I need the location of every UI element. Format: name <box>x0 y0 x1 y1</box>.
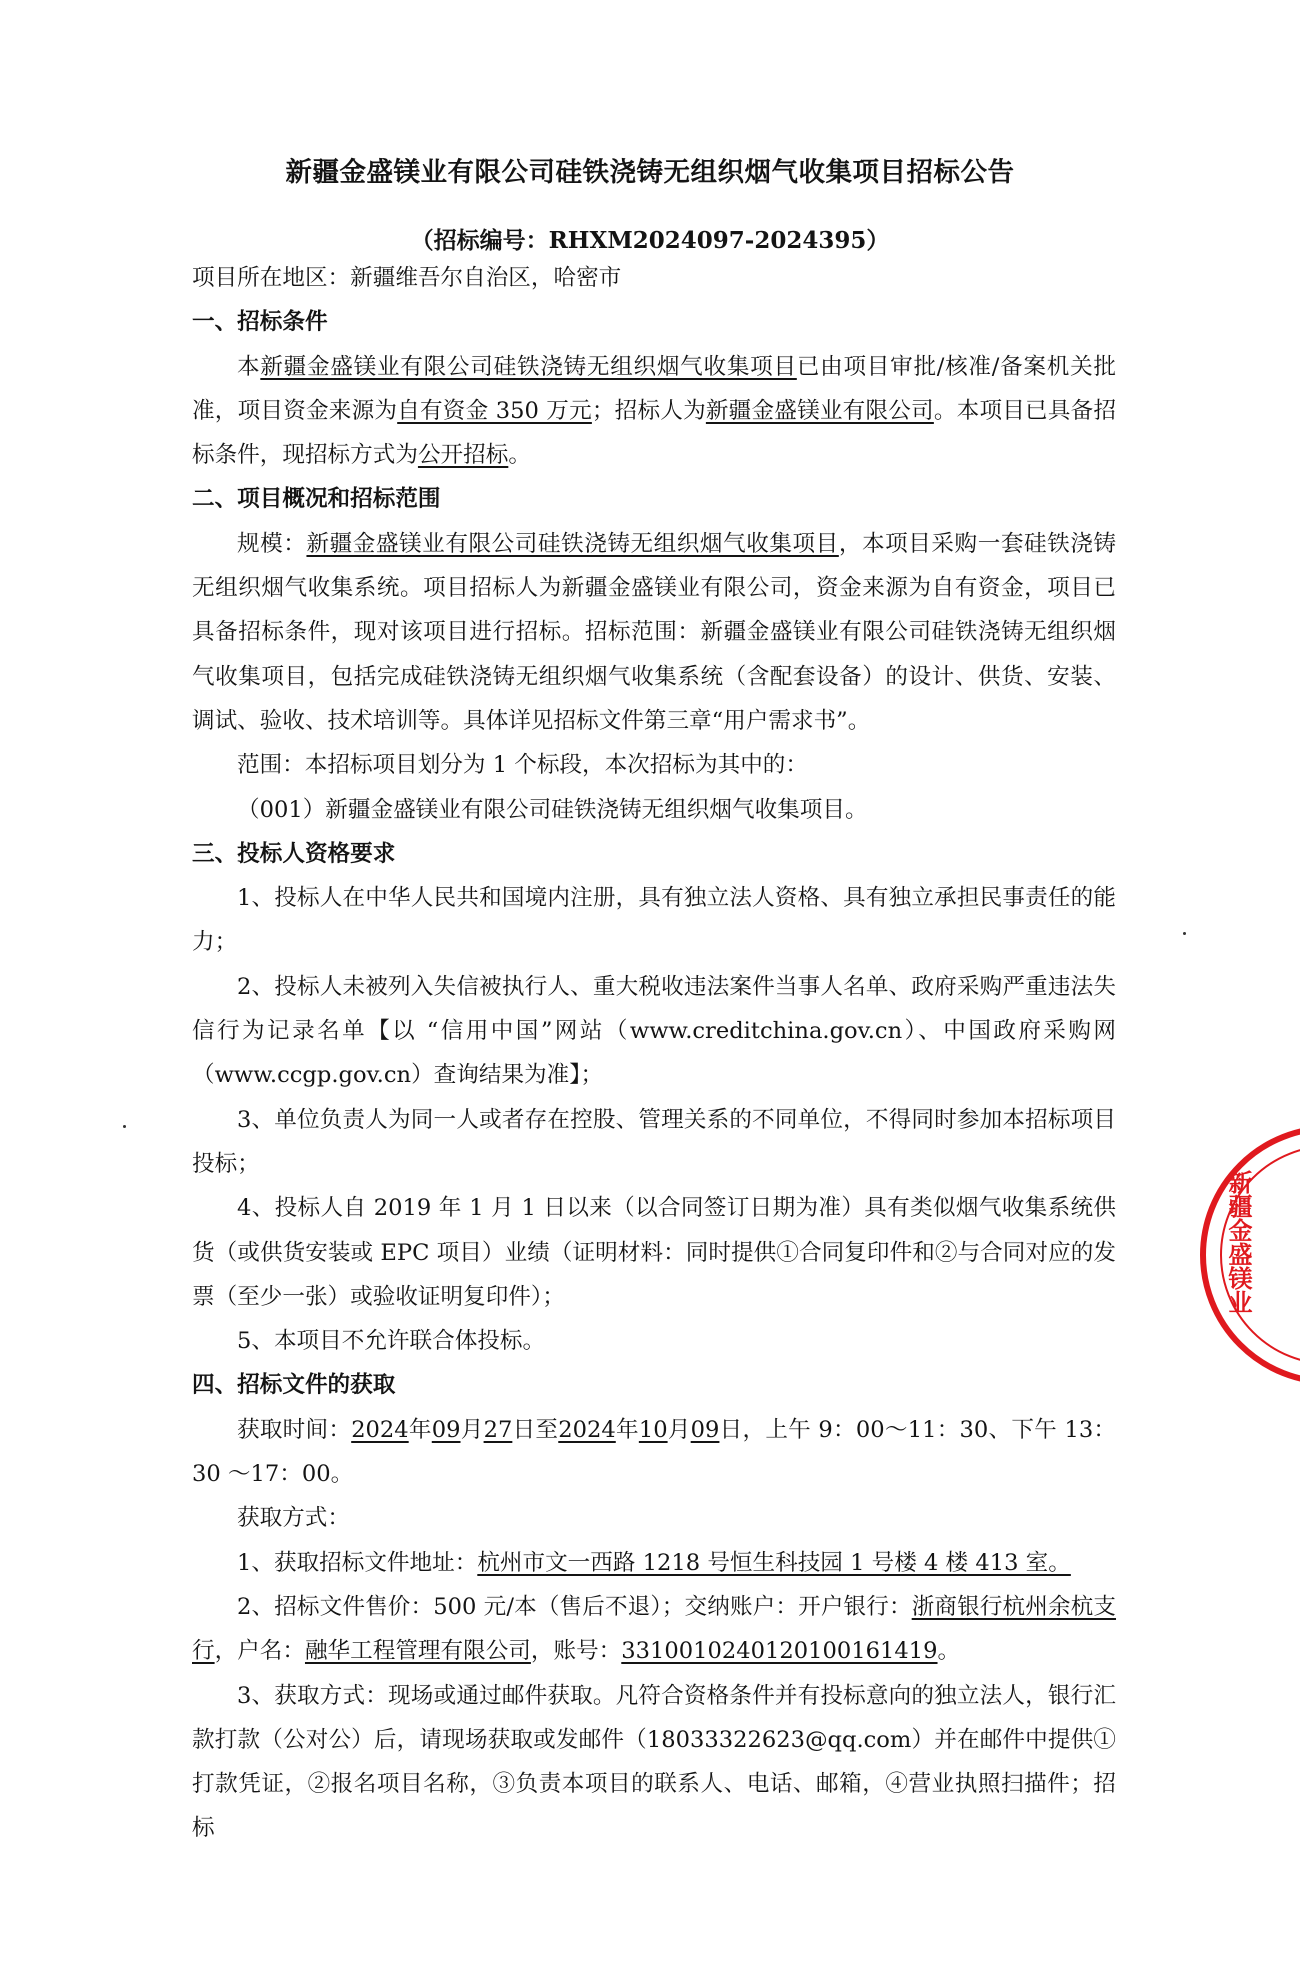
section-heading-qualification: 三、投标人资格要求 <box>192 840 396 867</box>
qualification-item: 2、投标人未被列入失信被执行人、重大税收违法案件当事人名单、政府采购严重违法失信行为记录名单【以 “信用中国”网站（www.creditchina.gov.cn）、中国政府采购网（www.ccgp.gov.cn）查询结果为准】； <box>192 973 1116 1089</box>
location-line: 项目所在地区：新疆维吾尔自治区，哈密市 <box>192 265 622 291</box>
conditions-paragraph: 本新疆金盛镁业有限公司硅铁浇铸无组织烟气收集项目已由项目审批/核准/备案机关批准，项目资金来源为自有资金 350 万元；招标人为新疆金盛镁业有限公司。本项目已具备招标条件，现招标方式为公开招标。 <box>192 353 1117 469</box>
tender-code: （招标编号：RHXM2024097-2024395） <box>410 227 890 254</box>
qualification-item: 1、投标人在中华人民共和国境内注册，具有独立法人资格、具有独立承担民事责任的能力； <box>192 885 1116 956</box>
lot-paragraph: （001）新疆金盛镁业有限公司硅铁浇铸无组织烟气收集项目。 <box>237 796 868 823</box>
account-number: 3310010240120100161419 <box>621 1638 938 1665</box>
obtain-way-paragraph: 3、获取方式：现场或通过邮件获取。凡符合资格条件并有投标意向的独立法人，银行汇款打款（公对公）后，请现场获取或发邮件（18033322623@qq.com）并在邮件中提供①打款凭证，②报名项目名称，③负责本项目的联系人、电话、邮箱，④营业执照扫描件；招标 <box>192 1682 1116 1842</box>
scan-speck <box>1183 932 1186 935</box>
section-heading-overview: 二、项目概况和招标范围 <box>192 486 441 513</box>
account-holder: 融华工程管理有限公司 <box>304 1638 531 1665</box>
page-title: 新疆金盛镁业有限公司硅铁浇铸无组织烟气收集项目招标公告 <box>285 157 1015 188</box>
scan-speck <box>123 1125 126 1128</box>
section-heading-obtain: 四、招标文件的获取 <box>192 1372 396 1399</box>
project-scale: 新疆金盛镁业有限公司硅铁浇铸无组织烟气收集项目 <box>306 530 839 557</box>
price-paragraph: 2、招标文件售价：500 元/本（售后不退）；交纳账户：开户银行：浙商银行杭州余杭支行，户名：融华工程管理有限公司，账号：3310010240120100161419。 <box>192 1593 1117 1665</box>
tenderer-name: 新疆金盛镁业有限公司 <box>705 397 934 424</box>
obtain-time-paragraph: 获取时间：2024年09月27日至2024年10月09日，上午 9：00～11：30、下午 13：30 ～17：00。 <box>192 1416 1117 1488</box>
range-paragraph: 范围：本招标项目划分为 1 个标段，本次招标为其中的： <box>237 752 808 779</box>
bank-name: 浙商银行杭州余杭支行 <box>192 1593 1117 1665</box>
obtain-address: 杭州市文一西路 1218 号恒生科技园 1 号楼 4 楼 413 室。 <box>477 1549 1071 1576</box>
obtain-method-label: 获取方式： <box>237 1505 350 1532</box>
project-name: 新疆金盛镁业有限公司硅铁浇铸无组织烟气收集项目 <box>260 353 797 380</box>
document-body <box>192 256 1116 1851</box>
seal-text: 新疆金盛镁业 <box>1224 1170 1252 1314</box>
tender-method: 公开招标 <box>417 442 509 469</box>
section-heading-conditions: 一、招标条件 <box>192 309 328 336</box>
obtain-address-paragraph: 1、获取招标文件地址：杭州市文一西路 1218 号恒生科技园 1 号楼 4 楼 413 室。 <box>237 1549 1071 1576</box>
qualification-item: 4、投标人自 2019 年 1 月 1 日以来（以合同签订日期为准）具有类似烟气收集系统供货（或供货安装或 EPC 项目）业绩（证明材料：同时提供①合同复印件和②与合同对应的发票（至少一张）或验收证明复印件）； <box>192 1195 1116 1310</box>
qualification-item: 5、本项目不允许联合体投标。 <box>237 1328 546 1355</box>
overview-paragraph: 规模：新疆金盛镁业有限公司硅铁浇铸无组织烟气收集项目，本项目采购一套硅铁浇铸无组织烟气收集系统。项目招标人为新疆金盛镁业有限公司，资金来源为自有资金，项目已具备招标条件，现对该项目进行招标。招标范围：新疆金盛镁业有限公司硅铁浇铸无组织烟气收集项目，包括完成硅铁浇铸无组织烟气收集系统（含配套设备）的设计、供货、安装、调试、验收、技术培训等。具体详见招标文件第三章“用户需求书”。 <box>192 530 1117 734</box>
qualification-item: 3、单位负责人为同一人或者存在控股、管理关系的不同单位，不得同时参加本招标项目投标； <box>192 1106 1116 1177</box>
fund-source: 自有资金 350 万元 <box>397 397 592 424</box>
